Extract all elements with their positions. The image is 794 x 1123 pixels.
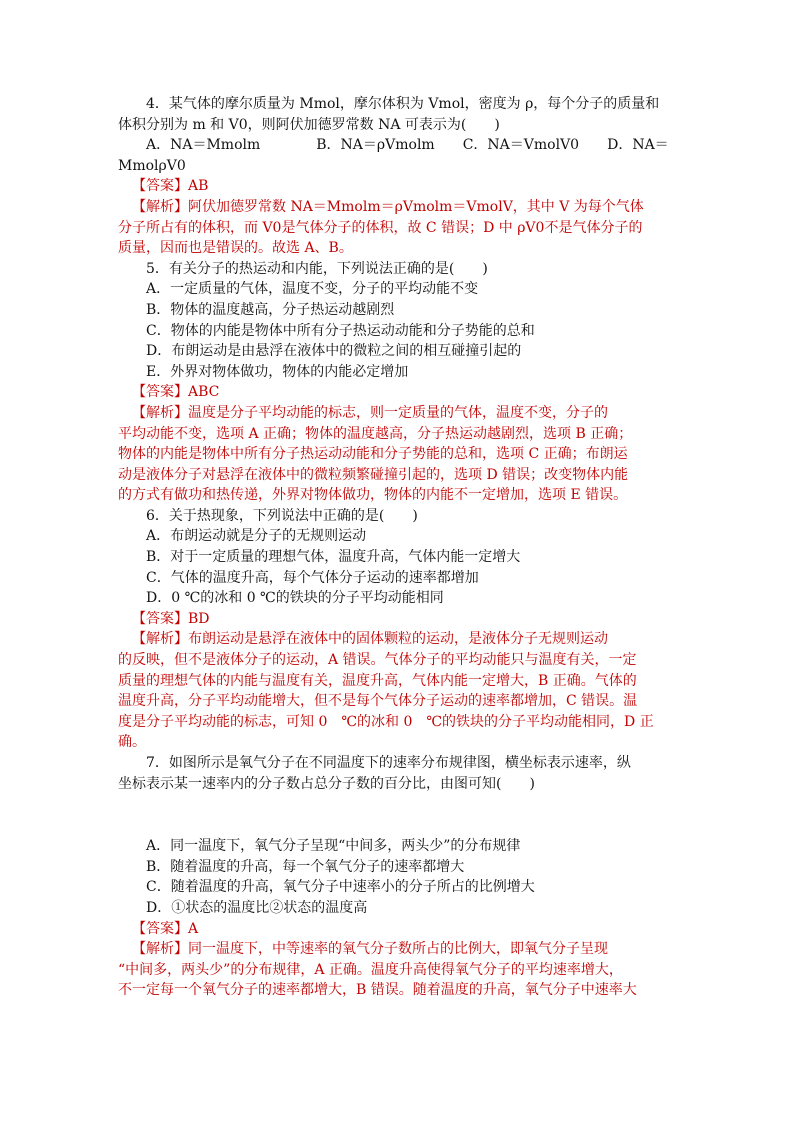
question-6-answer: 【答案】BD [132,610,210,627]
question-7-stem-line-1: 7．如图所示是氧气分子在不同温度下的速率分布规律图，横坐标表示速率，纵 [146,755,631,771]
question-4 [118,94,678,259]
question-6-explanation-line-4: 温度升高，分子平均动能增大，但不是每个气体分子运动的速率都增加，C 错误。温 [118,693,638,710]
question-5-stem: 5．有关分子的热运动和内能，下列说法正确的是( ) [146,260,488,277]
question-5-explanation-line-4: 动是液体分子对悬浮在液体中的微粒频繁碰撞引起的，选项 D 错误；改变物体内能 [118,466,629,483]
question-4-explanation-line-1: 【解析】阿伏加德罗常数 NA＝Mmolm＝ρVmolm＝VmolV，其中 V 为每个气体 [132,198,644,215]
question-5-option-e: E．外界对物体做功，物体的内能必定增加 [146,363,409,380]
question-4-stem-line-1: 4．某气体的摩尔质量为 Mmol，摩尔体积为 Vmol，密度为 ρ，每个分子的质量和 [146,96,660,112]
figure-placeholder [118,794,678,836]
question-6-stem: 6．关于热现象，下列说法中正确的是( ) [146,507,418,524]
question-6-explanation-line-2: 的反映，但不是液体分子的运动，A 错误。气体分子的平均动能只与温度有关，一定 [118,652,637,669]
question-7-option-b: B．随着温度的升高，每一个氧气分子的速率都增大 [146,858,465,875]
question-4-explanation-line-3: 质量，因而也是错误的。故选 A、B。 [118,240,353,257]
question-5-option-a: A．一定质量的气体，温度不变，分子的平均动能不变 [146,281,479,298]
question-6-option-d: D．0 ℃的冰和 0 ℃的铁块的分子平均动能相同 [146,590,444,607]
question-6-option-c: C．气体的温度升高，每个气体分子运动的速率都增加 [146,569,479,586]
question-5-option-c: C．物体的内能是物体中所有分子热运动动能和分子势能的总和 [146,322,535,339]
question-6-option-b: B．对于一定质量的理想气体，温度升高，气体内能一定增大 [146,549,521,566]
question-6-explanation-line-3: 质量的理想气体的内能与温度有关，温度升高，气体内能一定增大，B 正确。气体的 [118,672,637,689]
question-7-option-d: D．①状态的温度比②状态的温度高 [146,899,368,916]
question-5-explanation-line-5: 的方式有做功和热传递，外界对物体做功，物体的内能不一定增加，选项 E 错误。 [118,487,628,504]
question-4-options: A．NA＝Mmolm B．NA＝ρVmolm C．NA＝VmolV0 D．NA＝ [146,137,669,154]
question-7 [118,753,678,1001]
question-4-answer: 【答案】AB [132,178,209,195]
question-7-explanation-line-1: 【解析】同一温度下，中等速率的氧气分子数所占的比例大，即氧气分子呈现 [132,941,608,958]
question-5-option-b: B．物体的温度越高，分子热运动越剧烈 [146,301,395,318]
question-7-explanation-line-3: 不一定每一个氧气分子的速率都增大，B 错误。随着温度的升高，氧气分子中速率大 [118,982,637,999]
question-6-explanation-line-1: 【解析】布朗运动是悬浮在液体中的固体颗粒的运动，是液体分子无规则运动 [132,631,608,648]
question-4-stem-line-2: 体积分别为 m 和 V0，则阿伏加德罗常数 NA 可表示为( ) [118,116,500,133]
question-7-option-a: A．同一温度下，氧气分子呈现“中间多，两头少”的分布规律 [146,838,521,855]
question-5-answer: 【答案】ABC [132,384,220,401]
question-6-option-a: A．布朗运动就是分子的无规则运动 [146,528,367,545]
question-7-answer: 【答案】A [132,920,199,937]
document-body [118,94,678,1001]
question-5 [118,259,678,506]
question-4-options-wrap: MmolρV0 [118,157,186,174]
question-7-option-c: C．随着温度的升高，氧气分子中速率小的分子所占的比例增大 [146,879,535,896]
question-6 [118,506,678,753]
question-6-explanation-line-6: 确。 [118,734,146,751]
question-4-explanation-line-2: 分子所占有的体积，而 V0是气体分子的体积，故 C 错误；D 中 ρV0不是气体分子的 [118,219,643,236]
question-5-explanation-line-2: 平均动能不变，选项 A 正确；物体的温度越高，分子热运动越剧烈，选项 B 正确； [118,425,633,442]
question-6-explanation-line-5: 度是分子平均动能的标志，可知 0 ℃的冰和 0 ℃的铁块的分子平均动能相同，D 正 [118,713,654,730]
question-5-explanation-line-1: 【解析】温度是分子平均动能的标志，则一定质量的气体，温度不变，分子的 [132,404,608,421]
question-5-option-d: D．布朗运动是由悬浮在液体中的微粒之间的相互碰撞引起的 [146,343,522,360]
question-5-explanation-line-3: 物体的内能是物体中所有分子热运动动能和分子势能的总和，选项 C 正确；布朗运 [118,446,628,463]
question-7-explanation-line-2: “中间多，两头少”的分布规律，A 正确。温度升高使得氧气分子的平均速率增大， [118,961,623,978]
question-7-stem-line-2: 坐标表示某一速率内的分子数占总分子数的百分比，由图可知( ) [118,775,535,792]
